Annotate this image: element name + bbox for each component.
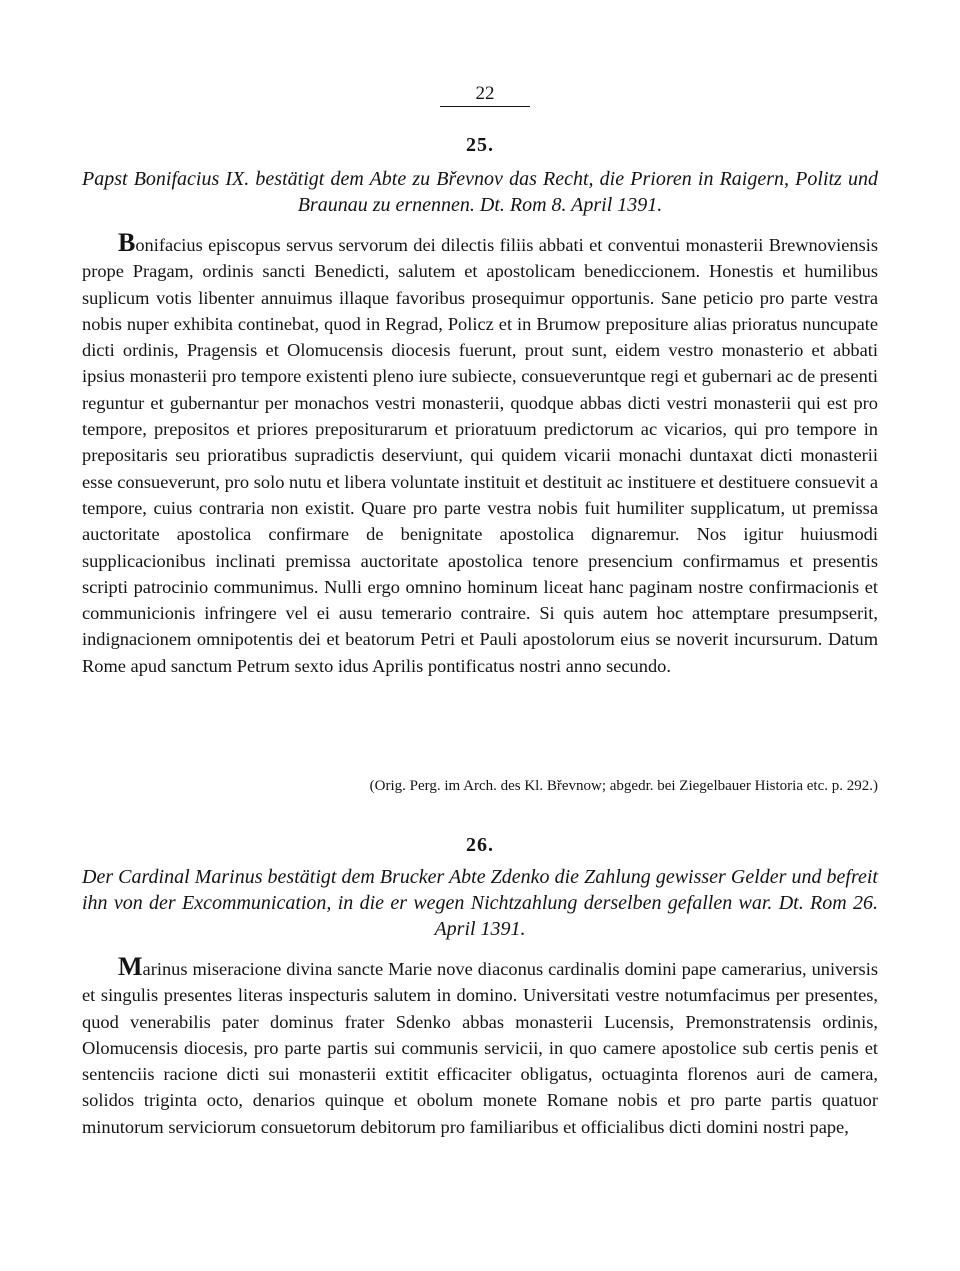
initial-letter-b: B: [118, 228, 136, 257]
page-number: 22: [475, 83, 495, 104]
document-source-note-25: (Orig. Perg. im Arch. des Kl. Břevnow; abgedr. bei Ziegelbauer Historia etc. p. 292.): [369, 778, 878, 794]
document-body-26: [82, 952, 878, 1140]
document-text-25: onifacius episcopus servus servorum dei dilectis filiis abbati et conventui monasterii Brewnoviensis prope Pragam, ordinis sancti Benedicti, salutem et apostolicam benediccionem. Honestis et humilibus suplicum votis libenter annuimus illaque favoribus prosequimur opportunis. Sane peticio pro parte vestra nobis nuper exhibita continebat, quod in Regrad, Policz et in Brumow prepositure alias prioratus nuncupate dicti ordinis, Pragensis et Olomucensis diocesis fuerunt, prout sunt, eidem vestro monasterio et abbati ipsius monasterii pro tempore existenti pleno iure subiecte, consueveruntque regi et gubernari ac de presenti reguntur et gubernantur per monachos vestri monasterii, quodque abbas dicti vestri monasterii qui est pro tempore, prepositos et priores prepositurarum et prioratuum predictorum ac vicarios, qui pro tempore in prepositaris seu prioratibus supradictis deserviunt, qui quidem vicarii monachi duntaxat dicti monasterii esse consueverunt, pro solo nutu et libera voluntate instituit et destituit ac instituere et destituere consuevit a tempore, cuius contraria non existit. Quare pro parte vestra nobis fuit humiliter supplicatum, ut premissa auctoritate apostolica confirmare de benignitate apostolica dignaremur. Nos igitur huiusmodi supplicacionibus inclinati premissa auctoritate apostolica tenore presencium confirmamus et presentis scripti patrocinio communimus. Nulli ergo omnino hominum liceat hanc paginam nostre confirmacionis et communicionis infringere vel ei ausu temerario contraire. Si quis autem hoc attemptare presumpserit, indignacionem omnipotentis dei et beatorum Petri et Pauli apostolorum eius se noverit incursurum. Datum Rome apud sanctum Petrum sexto idus Aprilis pontificatus nostri anno secundo.: [82, 235, 878, 676]
document-body-25: [82, 228, 878, 679]
page-number-rule: [440, 106, 530, 107]
initial-letter-m: M: [118, 952, 143, 981]
document-number-25: 25.: [466, 134, 494, 156]
document-heading-25: Papst Bonifacius IX. bestätigt dem Abte zu Břevnov das Recht, die Prioren in Raigern, Politz und Braunau zu ernennen. Dt. Rom 8. April 1391.: [82, 168, 878, 216]
document-text-26: arinus miseracione divina sancte Marie nove diaconus cardinalis domini pape camerarius, universis et singulis presentes literas inspecturis salutem in domino. Universitati vestre notumfacimus per presentes, quod venerabilis pater dominus frater Sdenko abbas monasterii Lucensis, Premonstratensis ordinis, Olomucensis diocesis, pro parte partis sui communis servicii, in quo camere apostolice sub certis penis et sentenciis racione dicti sui monasterii extitit efficaciter obligatus, octuaginta florenos auri de camera, solidos triginta octo, denarios quinque et obolum monete Romane nobis et pro parte partis quatuor minutorum serviciorum consuetorum debitorum pro familiaribus et officialibus dicti domini nostri pape,: [82, 959, 878, 1137]
document-number-26: 26.: [466, 834, 494, 856]
document-heading-26: Der Cardinal Marinus bestätigt dem Brucker Abte Zdenko die Zahlung gewisser Gelder und befreit ihn von der Excommunication, in die er wegen Nichtzahlung derselben gefallen war. Dt. Rom 26. April 1391.: [82, 866, 878, 940]
